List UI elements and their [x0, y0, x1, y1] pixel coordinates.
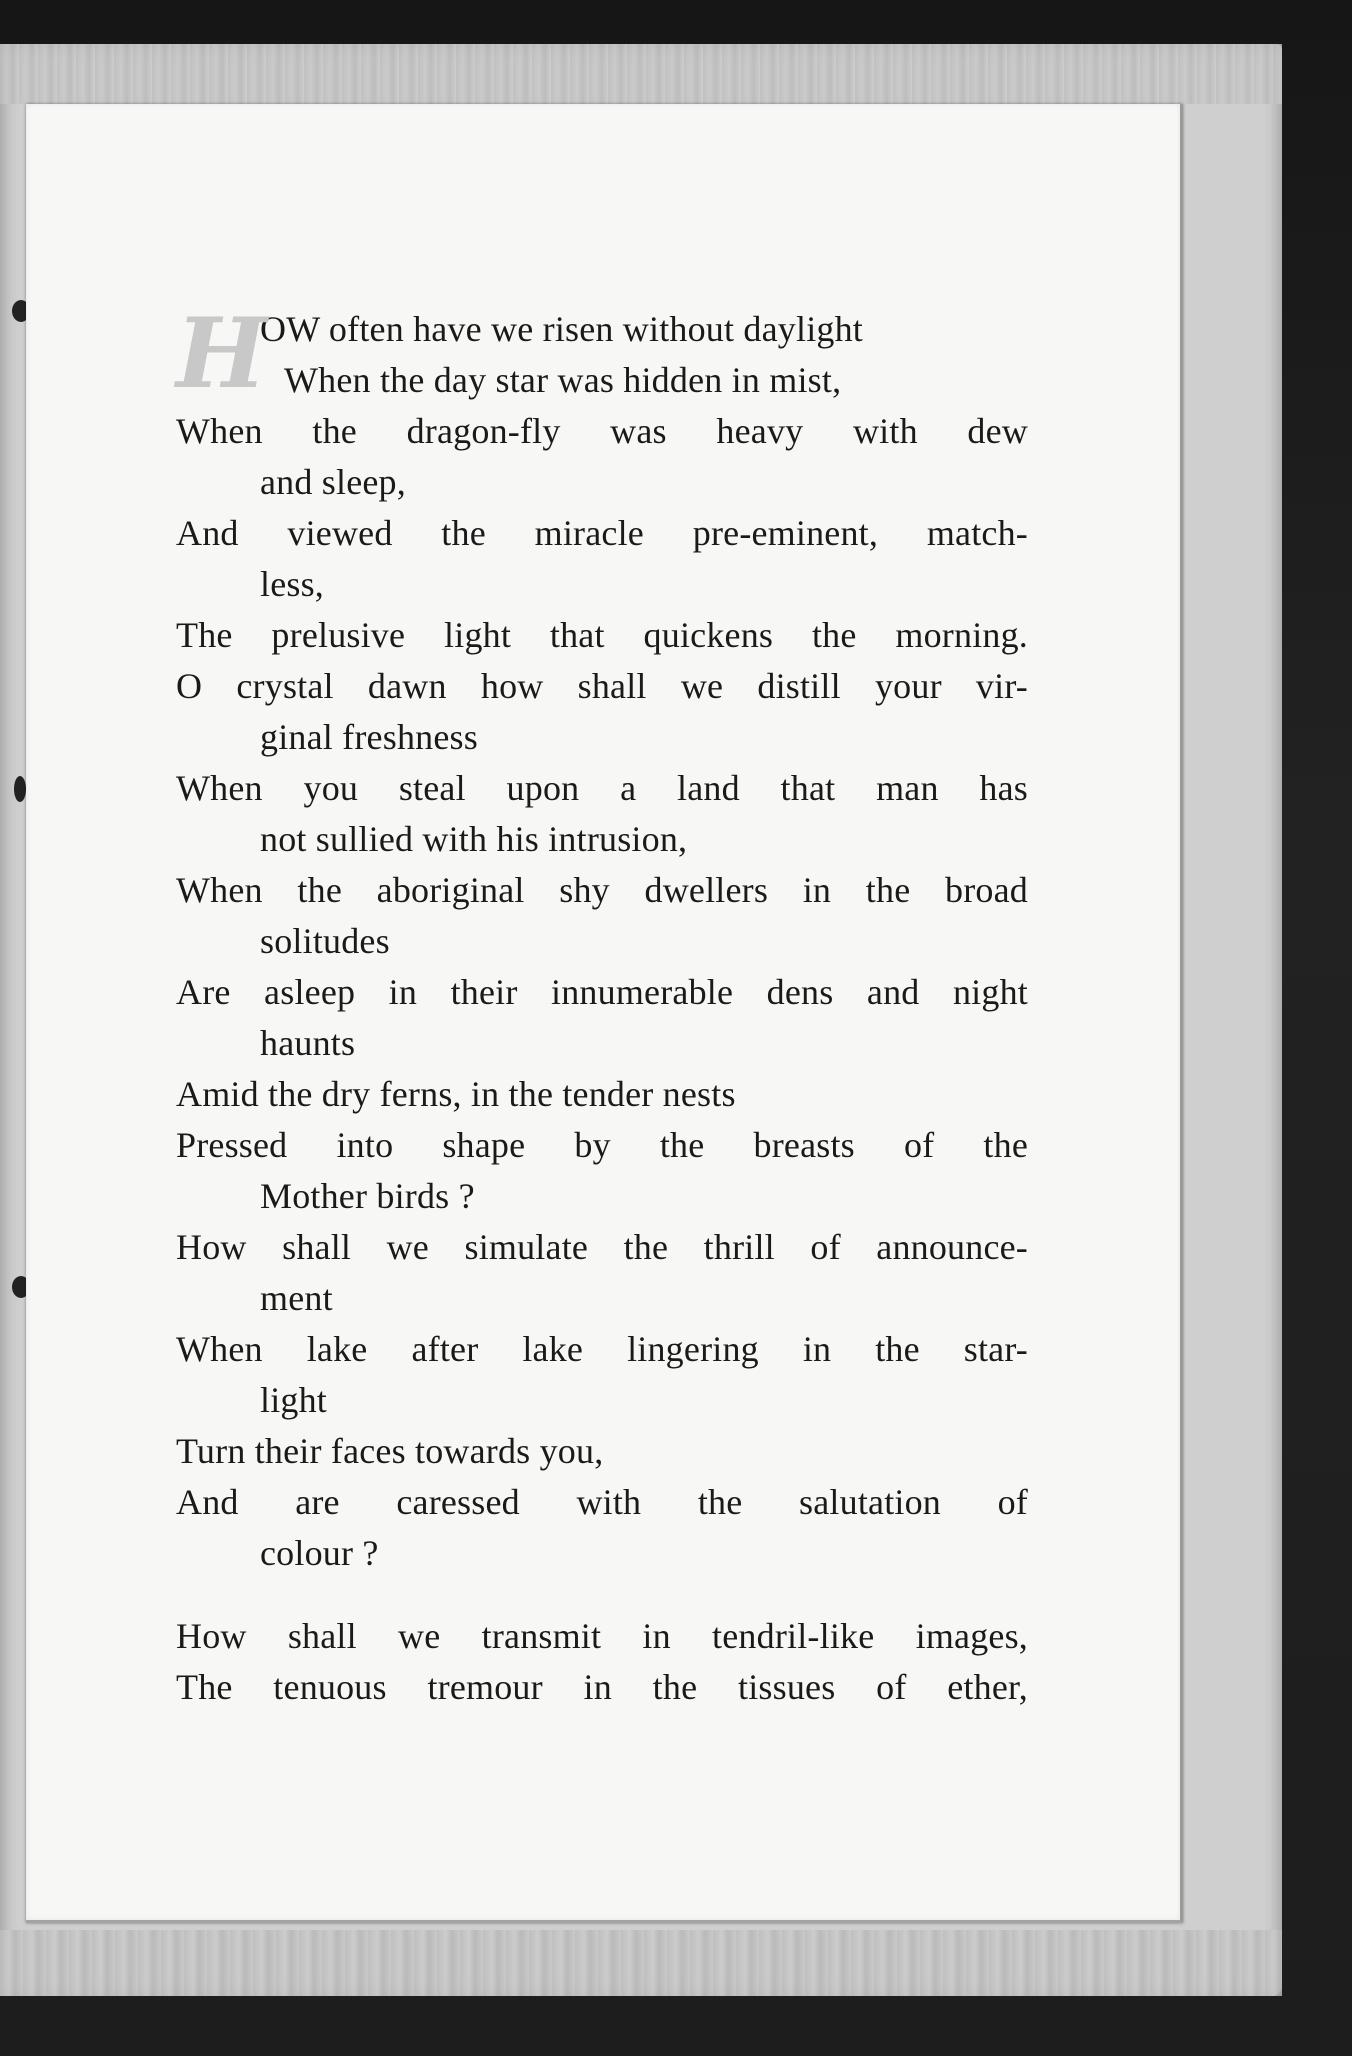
board-top-edge — [0, 44, 1282, 104]
poem-line: ginal freshness — [260, 717, 478, 757]
poem-line: How shall we transmit in tendril-like images, — [176, 1616, 1028, 1656]
poem-line: The tenuous tremour in the tissues of ether, — [176, 1667, 1028, 1707]
poem-line: When the day star was hidden in mist, — [284, 360, 842, 400]
stanza — [176, 297, 1028, 1579]
poem-line: O crystal dawn how shall we distill your vir- — [176, 666, 1028, 706]
poem-line: Mother birds ? — [260, 1176, 475, 1216]
poem-line: less, — [260, 564, 324, 604]
poem-line: Turn their faces towards you, — [176, 1431, 604, 1471]
poem-line: not sullied with his intrusion, — [260, 819, 688, 859]
poem-line: When you steal upon a land that man has — [176, 768, 1028, 808]
poem-line: Are asleep in their innumerable dens and night — [176, 972, 1028, 1012]
poem-line: colour ? — [260, 1533, 379, 1573]
poem-line: solitudes — [260, 921, 390, 961]
poem-line: When the dragon-fly was heavy with dew — [176, 411, 1028, 451]
poem-line: And viewed the miracle pre-eminent, match- — [176, 513, 1028, 553]
poem-line: light — [260, 1380, 328, 1420]
poem-line: The prelusive light that quickens the morning. — [176, 615, 1028, 655]
dropcap-initial: H — [176, 297, 267, 410]
poem-line: When lake after lake lingering in the star- — [176, 1329, 1028, 1369]
stanza-break — [176, 1579, 1028, 1611]
poem-line: Pressed into shape by the breasts of the — [176, 1125, 1028, 1165]
board-bottom-edge — [0, 1930, 1282, 1996]
poem-line-text: OW often have we risen without daylight — [260, 309, 863, 349]
poem-line: ment — [260, 1278, 333, 1318]
poem-line: And are caressed with the salutation of — [176, 1482, 1028, 1522]
poem-line: Amid the dry ferns, in the tender nests — [176, 1074, 736, 1114]
poem-text — [176, 297, 1028, 1713]
poem-line: How shall we simulate the thrill of announce- — [176, 1227, 1028, 1267]
poem-line: and sleep, — [260, 462, 406, 502]
poem-line: When the aboriginal shy dwellers in the broad — [176, 870, 1028, 910]
poem-line: haunts — [260, 1023, 356, 1063]
stanza — [176, 1611, 1028, 1713]
binding-hole — [14, 776, 26, 802]
